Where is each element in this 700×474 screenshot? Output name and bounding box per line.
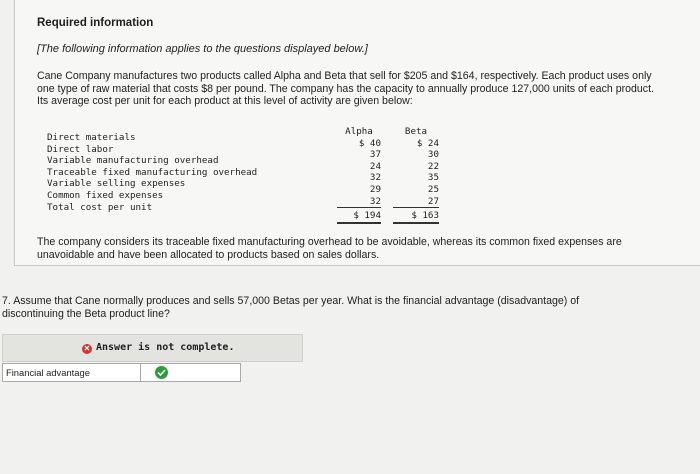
cost-row-label: Direct materials (47, 132, 136, 143)
beta-cell: $ 24 (416, 137, 439, 149)
beta-cell: 30 (427, 149, 439, 161)
cost-row-label: Variable manufacturing overhead (47, 155, 219, 167)
alpha-cell: 29 (369, 183, 381, 195)
beta-column (393, 126, 439, 224)
cost-row-label: Common fixed expenses (47, 189, 164, 201)
beta-cell: 35 (427, 172, 439, 184)
beta-cell: 25 (427, 183, 439, 195)
answer-status-banner (2, 334, 303, 362)
question-text: 7. Assume that Cane normally produces and sells 57,000 Betas per year. What is the financial advantage (disadvantage) of discontinuing the Beta product line? (2, 295, 580, 320)
beta-cell: 27 (393, 196, 439, 209)
info-note: [The following information applies to the questions displayed below.] (37, 43, 368, 55)
answer-row (2, 363, 241, 382)
cost-row-label: Traceable fixed manufacturing overhead (47, 166, 258, 178)
error-x-icon: ✕ (83, 344, 91, 353)
problem-intro: Cane Company manufactures two products called Alpha and Beta that sell for $205 and $164, respectively. Each product uses only one type of raw material that costs $8 per pound. The company has the capacity to annually produce 127,000 units of each product. Its average cost per unit for each product at this level of activity are given below: (37, 70, 654, 107)
alpha-cell: $ 40 (358, 137, 381, 149)
overhead-note: The company considers its traceable fixed manufacturing overhead to be avoidable, whereas its common fixed expenses are unavoidable and have been allocated to products based on sales dollars. (37, 236, 622, 261)
alpha-cell: 32 (337, 196, 381, 209)
answer-status-text: Answer is not complete. (96, 342, 235, 353)
answer-label: Financial advantage (3, 364, 141, 381)
required-information-panel (14, 0, 700, 266)
alpha-cell: 24 (369, 160, 381, 172)
alpha-cell: 37 (369, 149, 381, 161)
required-information-title: Required information (37, 17, 154, 29)
check-icon (155, 366, 168, 379)
beta-header: Beta (404, 126, 428, 137)
cost-row-label: Direct labor (47, 143, 114, 155)
answer-select[interactable] (142, 364, 240, 381)
cost-table-labels (47, 132, 257, 213)
cost-row-label: Variable selling expenses (47, 178, 186, 190)
beta-cell: 22 (427, 160, 439, 172)
beta-total: $ 163 (393, 208, 439, 224)
alpha-header: Alpha (345, 126, 373, 137)
cost-row-label: Total cost per unit (47, 201, 153, 213)
alpha-column (337, 126, 381, 224)
alpha-cell: 32 (369, 172, 381, 184)
alpha-total: $ 194 (337, 208, 381, 224)
